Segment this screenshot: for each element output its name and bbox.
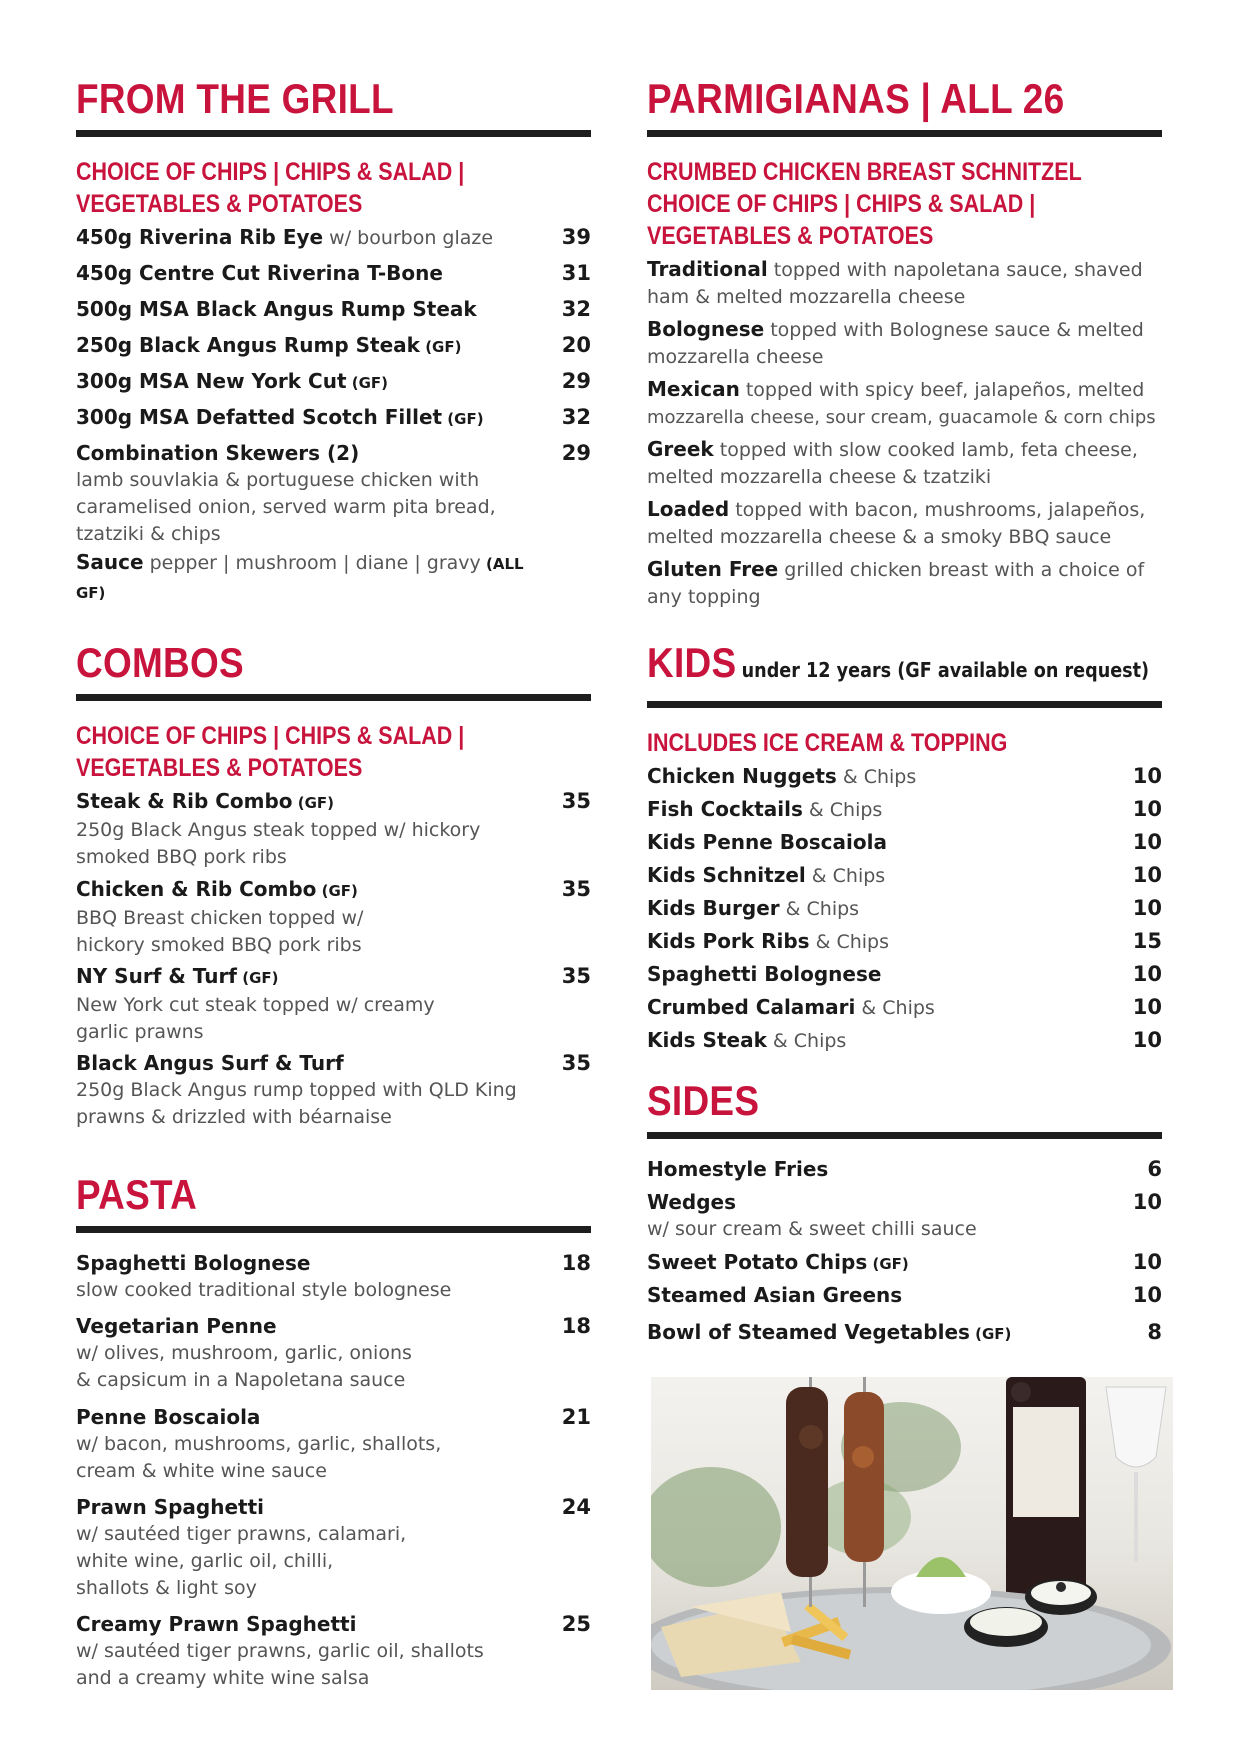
item-name: Kids Burger bbox=[647, 896, 780, 920]
menu-item bbox=[76, 1404, 591, 1494]
section-subtitle bbox=[647, 727, 1162, 759]
item-description: New York cut steak topped w/ creamy bbox=[76, 994, 435, 1016]
food-photo-illustration bbox=[651, 1377, 1173, 1690]
item-description: w/ sautéed tiger prawns, garlic oil, shallots bbox=[76, 1640, 484, 1662]
item-note: pepper | mushroom | diane | gravy bbox=[143, 552, 481, 574]
menu-item bbox=[76, 440, 591, 549]
menu-item bbox=[647, 496, 1162, 556]
item-name: 300g MSA New York Cut bbox=[76, 369, 347, 393]
item-price: 10 bbox=[1132, 962, 1162, 986]
menu-item bbox=[647, 928, 1162, 961]
item-description: smoked BBQ pork ribs bbox=[76, 846, 287, 868]
menu-item bbox=[647, 862, 1162, 895]
item-price: 32 bbox=[561, 405, 591, 429]
menu-item bbox=[647, 376, 1162, 436]
item-description: w/ bacon, mushrooms, garlic, shallots, bbox=[76, 1433, 442, 1455]
menu-list bbox=[76, 1250, 591, 1695]
item-name: Bolognese bbox=[647, 317, 765, 341]
item-name: Mexican bbox=[647, 377, 740, 401]
item-name: 500g MSA Black Angus Rump Steak bbox=[76, 297, 477, 321]
item-description: tzatziki & chips bbox=[76, 523, 221, 545]
item-name: Sweet Potato Chips bbox=[647, 1250, 868, 1274]
item-price: 8 bbox=[1147, 1320, 1162, 1344]
item-price: 15 bbox=[1132, 929, 1162, 953]
item-note: & Chips bbox=[836, 766, 917, 788]
item-description: melted mozzarella cheese & tzatziki bbox=[647, 466, 992, 488]
item-description: melted mozzarella cheese & a smoky BBQ sauce bbox=[647, 526, 1112, 548]
item-name: 450g Riverina Rib Eye bbox=[76, 225, 324, 249]
item-description: lamb souvlakia & portuguese chicken with bbox=[76, 469, 480, 491]
item-description: w/ sautéed tiger prawns, calamari, bbox=[76, 1523, 407, 1545]
menu-item bbox=[76, 1611, 591, 1695]
menu-list bbox=[647, 256, 1162, 616]
subtitle-line: CHOICE OF CHIPS | CHIPS & SALAD | bbox=[647, 190, 1036, 218]
item-name: 250g Black Angus Rump Steak bbox=[76, 333, 420, 357]
item-note: & Chips bbox=[805, 865, 886, 887]
item-name: Loaded bbox=[647, 497, 730, 521]
item-price: 29 bbox=[561, 369, 591, 393]
item-note: w/ bourbon glaze bbox=[323, 227, 494, 249]
item-price: 6 bbox=[1147, 1157, 1162, 1181]
menu-item bbox=[647, 1027, 1162, 1060]
section-title: SIDES bbox=[647, 1077, 760, 1124]
gf-tag: (GF) bbox=[867, 1255, 909, 1273]
gf-tag: (GF) bbox=[419, 338, 462, 356]
menu-item bbox=[647, 316, 1162, 376]
menu-item bbox=[647, 256, 1162, 316]
gf-tag: (GF) bbox=[237, 969, 279, 987]
gf-tag: (GF) bbox=[292, 794, 335, 812]
item-name: Steamed Asian Greens bbox=[647, 1283, 903, 1307]
item-name: Vegetarian Penne bbox=[76, 1314, 277, 1338]
item-description: 250g Black Angus rump topped with QLD King bbox=[76, 1079, 517, 1101]
item-description: and a creamy white wine salsa bbox=[76, 1667, 370, 1689]
item-name: Homestyle Fries bbox=[647, 1157, 829, 1181]
section-divider bbox=[76, 1226, 591, 1233]
menu-item bbox=[76, 963, 591, 1050]
section-title: PASTA bbox=[76, 1171, 198, 1218]
menu-item bbox=[647, 763, 1162, 796]
menu-item bbox=[76, 404, 591, 440]
item-price: 39 bbox=[561, 225, 591, 249]
item-price: 10 bbox=[1132, 764, 1162, 788]
menu-item bbox=[76, 296, 591, 332]
gf-tag: (GF) bbox=[969, 1325, 1012, 1343]
item-description: slow cooked traditional style bolognese bbox=[76, 1279, 452, 1301]
section-title-text: KIDS bbox=[647, 639, 737, 686]
gf-tag: (GF) bbox=[346, 374, 389, 392]
item-description: any topping bbox=[647, 586, 761, 608]
section-title: COMBOS bbox=[76, 639, 244, 686]
item-note: & Chips bbox=[802, 799, 883, 821]
menu-list bbox=[647, 763, 1162, 1060]
subtitle-line: VEGETABLES & POTATOES bbox=[647, 222, 934, 250]
item-price: 10 bbox=[1132, 1283, 1162, 1307]
item-description: topped with Bolognese sauce & melted bbox=[764, 319, 1144, 341]
menu-item bbox=[647, 1282, 1162, 1319]
item-price: 10 bbox=[1132, 1250, 1162, 1274]
item-name: Bowl of Steamed Vegetables bbox=[647, 1320, 970, 1344]
item-name: Greek bbox=[647, 437, 714, 461]
section-title: FROM THE GRILL bbox=[76, 75, 394, 122]
section-title-suffix: under 12 years (GF available on request) bbox=[741, 658, 1150, 682]
item-price: 32 bbox=[561, 297, 591, 321]
menu-item bbox=[647, 1319, 1162, 1352]
item-price: 10 bbox=[1132, 830, 1162, 854]
section-divider bbox=[76, 694, 591, 701]
item-price: 10 bbox=[1132, 863, 1162, 887]
section-title bbox=[647, 639, 1150, 693]
item-price: 35 bbox=[561, 877, 591, 901]
item-description: topped with napoletana sauce, shaved bbox=[767, 259, 1143, 281]
item-note: & Chips bbox=[809, 931, 889, 953]
item-description: prawns & drizzled with béarnaise bbox=[76, 1106, 392, 1128]
subtitle-line: CHOICE OF CHIPS | CHIPS & SALAD | bbox=[76, 158, 465, 186]
menu-item bbox=[647, 1156, 1162, 1189]
item-name: 450g Centre Cut Riverina T-Bone bbox=[76, 261, 443, 285]
menu-item bbox=[76, 876, 591, 963]
item-name: Kids Schnitzel bbox=[647, 863, 806, 887]
section-subtitle bbox=[76, 156, 591, 220]
item-description: mozzarella cheese, sour cream, guacamole & corn chips bbox=[647, 407, 1156, 428]
subtitle-line: INCLUDES ICE CREAM & TOPPING bbox=[647, 729, 1008, 757]
section-divider bbox=[647, 701, 1162, 708]
section-pasta bbox=[76, 1172, 591, 1695]
item-name: Chicken & Rib Combo bbox=[76, 877, 317, 901]
section-subtitle bbox=[76, 720, 591, 784]
item-name: Spaghetti Bolognese bbox=[76, 1251, 311, 1275]
menu-item bbox=[76, 224, 591, 260]
item-price: 35 bbox=[561, 789, 591, 813]
item-name: Kids Penne Boscaiola bbox=[647, 830, 887, 854]
menu-item bbox=[76, 788, 591, 876]
item-name: Crumbed Calamari bbox=[647, 995, 856, 1019]
item-description: w/ sour cream & sweet chilli sauce bbox=[647, 1218, 977, 1240]
section-parmigianas bbox=[647, 76, 1162, 616]
item-name: Black Angus Surf & Turf bbox=[76, 1051, 344, 1075]
subtitle-line: CHOICE OF CHIPS | CHIPS & SALAD | bbox=[76, 722, 465, 750]
menu-item bbox=[647, 556, 1162, 616]
item-price: 10 bbox=[1132, 896, 1162, 920]
item-name: 300g MSA Defatted Scotch Fillet bbox=[76, 405, 443, 429]
item-price: 35 bbox=[561, 1051, 591, 1075]
menu-item bbox=[647, 961, 1162, 994]
item-name: Traditional bbox=[647, 257, 768, 281]
food-photo bbox=[651, 1377, 1173, 1690]
menu-item bbox=[76, 260, 591, 296]
item-description: ham & melted mozzarella cheese bbox=[647, 286, 966, 308]
item-description: shallots & light soy bbox=[76, 1577, 257, 1599]
menu-item bbox=[647, 1249, 1162, 1282]
item-description: BBQ Breast chicken topped w/ bbox=[76, 907, 364, 929]
gf-tag: (GF) bbox=[316, 882, 358, 900]
menu-list bbox=[647, 1156, 1162, 1352]
item-price: 10 bbox=[1132, 797, 1162, 821]
item-description: topped with bacon, mushrooms, jalapeños, bbox=[729, 499, 1146, 521]
item-description: topped with spicy beef, jalapeños, melted bbox=[739, 379, 1145, 401]
item-name: Kids Pork Ribs bbox=[647, 929, 810, 953]
item-price: 35 bbox=[561, 964, 591, 988]
item-price: 31 bbox=[561, 261, 591, 285]
section-from-the-grill bbox=[76, 76, 591, 607]
menu-item bbox=[647, 436, 1162, 496]
item-price: 10 bbox=[1132, 995, 1162, 1019]
section-sides bbox=[647, 1078, 1162, 1352]
subtitle-line: VEGETABLES & POTATOES bbox=[76, 754, 363, 782]
item-price: 18 bbox=[561, 1251, 591, 1275]
item-name: Wedges bbox=[647, 1190, 737, 1214]
item-name: Kids Steak bbox=[647, 1028, 767, 1052]
item-description: garlic prawns bbox=[76, 1021, 204, 1043]
section-divider bbox=[76, 130, 591, 137]
item-description: w/ olives, mushroom, garlic, onions bbox=[76, 1342, 412, 1364]
menu-item bbox=[647, 895, 1162, 928]
section-combos bbox=[76, 640, 591, 1137]
item-description: topped with slow cooked lamb, feta cheese, bbox=[713, 439, 1138, 461]
item-name: Steak & Rib Combo bbox=[76, 789, 293, 813]
menu-item bbox=[647, 796, 1162, 829]
menu-item bbox=[76, 332, 591, 368]
item-price: 20 bbox=[561, 333, 591, 357]
item-description: white wine, garlic oil, chilli, bbox=[76, 1550, 334, 1572]
item-note: & Chips bbox=[779, 898, 860, 920]
menu-item bbox=[647, 829, 1162, 862]
section-divider bbox=[647, 130, 1162, 137]
menu-item bbox=[76, 1250, 591, 1313]
item-name: Gluten Free bbox=[647, 557, 779, 581]
item-name: Creamy Prawn Spaghetti bbox=[76, 1612, 357, 1636]
menu-item bbox=[76, 1050, 591, 1137]
menu-list bbox=[76, 788, 591, 1137]
subtitle-line: CRUMBED CHICKEN BREAST SCHNITZEL bbox=[647, 158, 1082, 186]
item-name: Chicken Nuggets bbox=[647, 764, 837, 788]
menu-item bbox=[76, 1313, 591, 1404]
section-divider bbox=[647, 1132, 1162, 1139]
item-name: Fish Cocktails bbox=[647, 797, 803, 821]
item-description: & capsicum in a Napoletana sauce bbox=[76, 1369, 406, 1391]
section-subtitle bbox=[647, 156, 1162, 252]
menu-item bbox=[647, 1189, 1162, 1249]
menu-item bbox=[76, 1494, 591, 1611]
section-kids bbox=[647, 640, 1162, 1060]
sauce-options bbox=[76, 549, 591, 607]
gf-tag: (GF) bbox=[442, 410, 484, 428]
item-name: Sauce bbox=[76, 550, 144, 574]
item-note: & Chips bbox=[855, 997, 935, 1019]
item-price: 25 bbox=[561, 1612, 591, 1636]
item-price: 10 bbox=[1132, 1028, 1162, 1052]
item-price: 18 bbox=[561, 1314, 591, 1338]
item-price: 21 bbox=[561, 1405, 591, 1429]
item-name: Spaghetti Bolognese bbox=[647, 962, 882, 986]
gf-tag: (ALL GF) bbox=[76, 555, 524, 602]
item-note: & Chips bbox=[766, 1030, 847, 1052]
menu-item bbox=[647, 994, 1162, 1027]
item-description: mozzarella cheese bbox=[647, 346, 824, 368]
subtitle-line: VEGETABLES & POTATOES bbox=[76, 190, 363, 218]
item-name: NY Surf & Turf bbox=[76, 964, 238, 988]
section-title: PARMIGIANAS | ALL 26 bbox=[647, 75, 1065, 122]
item-name: Penne Boscaiola bbox=[76, 1405, 261, 1429]
item-price: 10 bbox=[1132, 1190, 1162, 1214]
item-description: hickory smoked BBQ pork ribs bbox=[76, 934, 362, 956]
item-price: 24 bbox=[561, 1495, 591, 1519]
item-name: Combination Skewers (2) bbox=[76, 441, 360, 465]
item-description: 250g Black Angus steak topped w/ hickory bbox=[76, 819, 481, 841]
item-description: caramelised onion, served warm pita bread, bbox=[76, 496, 496, 518]
menu-list bbox=[76, 224, 591, 607]
item-description: cream & white wine sauce bbox=[76, 1460, 327, 1482]
item-price: 29 bbox=[561, 441, 591, 465]
item-name: Prawn Spaghetti bbox=[76, 1495, 265, 1519]
item-description: grilled chicken breast with a choice of bbox=[778, 559, 1145, 581]
menu-item bbox=[76, 368, 591, 404]
